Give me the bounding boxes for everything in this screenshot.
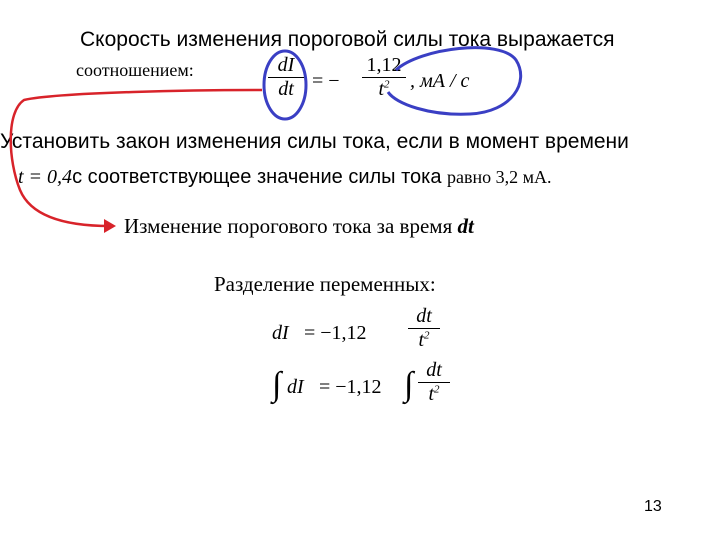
red-arrow-head	[104, 219, 116, 233]
denominator-dt: dt	[278, 78, 294, 100]
problem-line-1: Скорость изменения пороговой силы тока выражается	[80, 28, 615, 51]
heading-change-var: dt	[457, 214, 474, 238]
integral-numerator-dt: dt	[426, 359, 442, 381]
page-number: 13	[644, 498, 662, 515]
integral-lhs-di: dI	[287, 376, 304, 398]
numerator-di: dI	[277, 54, 295, 76]
integral-sign-left: ∫	[272, 366, 282, 403]
integral-equals-coefficient: = −1,12	[319, 376, 382, 398]
numerator-dt: dt	[416, 305, 432, 327]
denominator-t2: $t^2$	[378, 78, 390, 100]
numerator-1-12: 1,12	[366, 54, 402, 76]
equals-minus: = −	[312, 70, 340, 92]
problem-line-2: соотношением:	[76, 60, 194, 80]
integral-denominator-t2: $t^2$	[428, 383, 440, 405]
equals-coefficient: = −1,12	[304, 322, 367, 344]
heading-separation: Разделение переменных:	[214, 272, 436, 296]
formula-units: , мА / с	[410, 70, 470, 92]
blue-circle-left	[264, 51, 306, 119]
blue-circle-right	[388, 48, 521, 115]
heading-change-text: Изменение порогового тока за время	[124, 214, 453, 238]
red-arrow-curve	[11, 90, 262, 226]
denominator-t2: $t^2$	[418, 329, 430, 351]
condition-value: равно 3,2 мА.	[447, 167, 552, 187]
lhs-di: dI	[272, 322, 289, 344]
problem-line-3: Установить закон изменения силы тока, если в момент времени	[0, 130, 629, 153]
integral-sign-right: ∫	[404, 366, 414, 403]
condition-unit: с	[72, 166, 83, 188]
condition-t: t = 0,4	[18, 166, 73, 188]
condition-text: соответствующее значение силы тока	[82, 166, 448, 188]
